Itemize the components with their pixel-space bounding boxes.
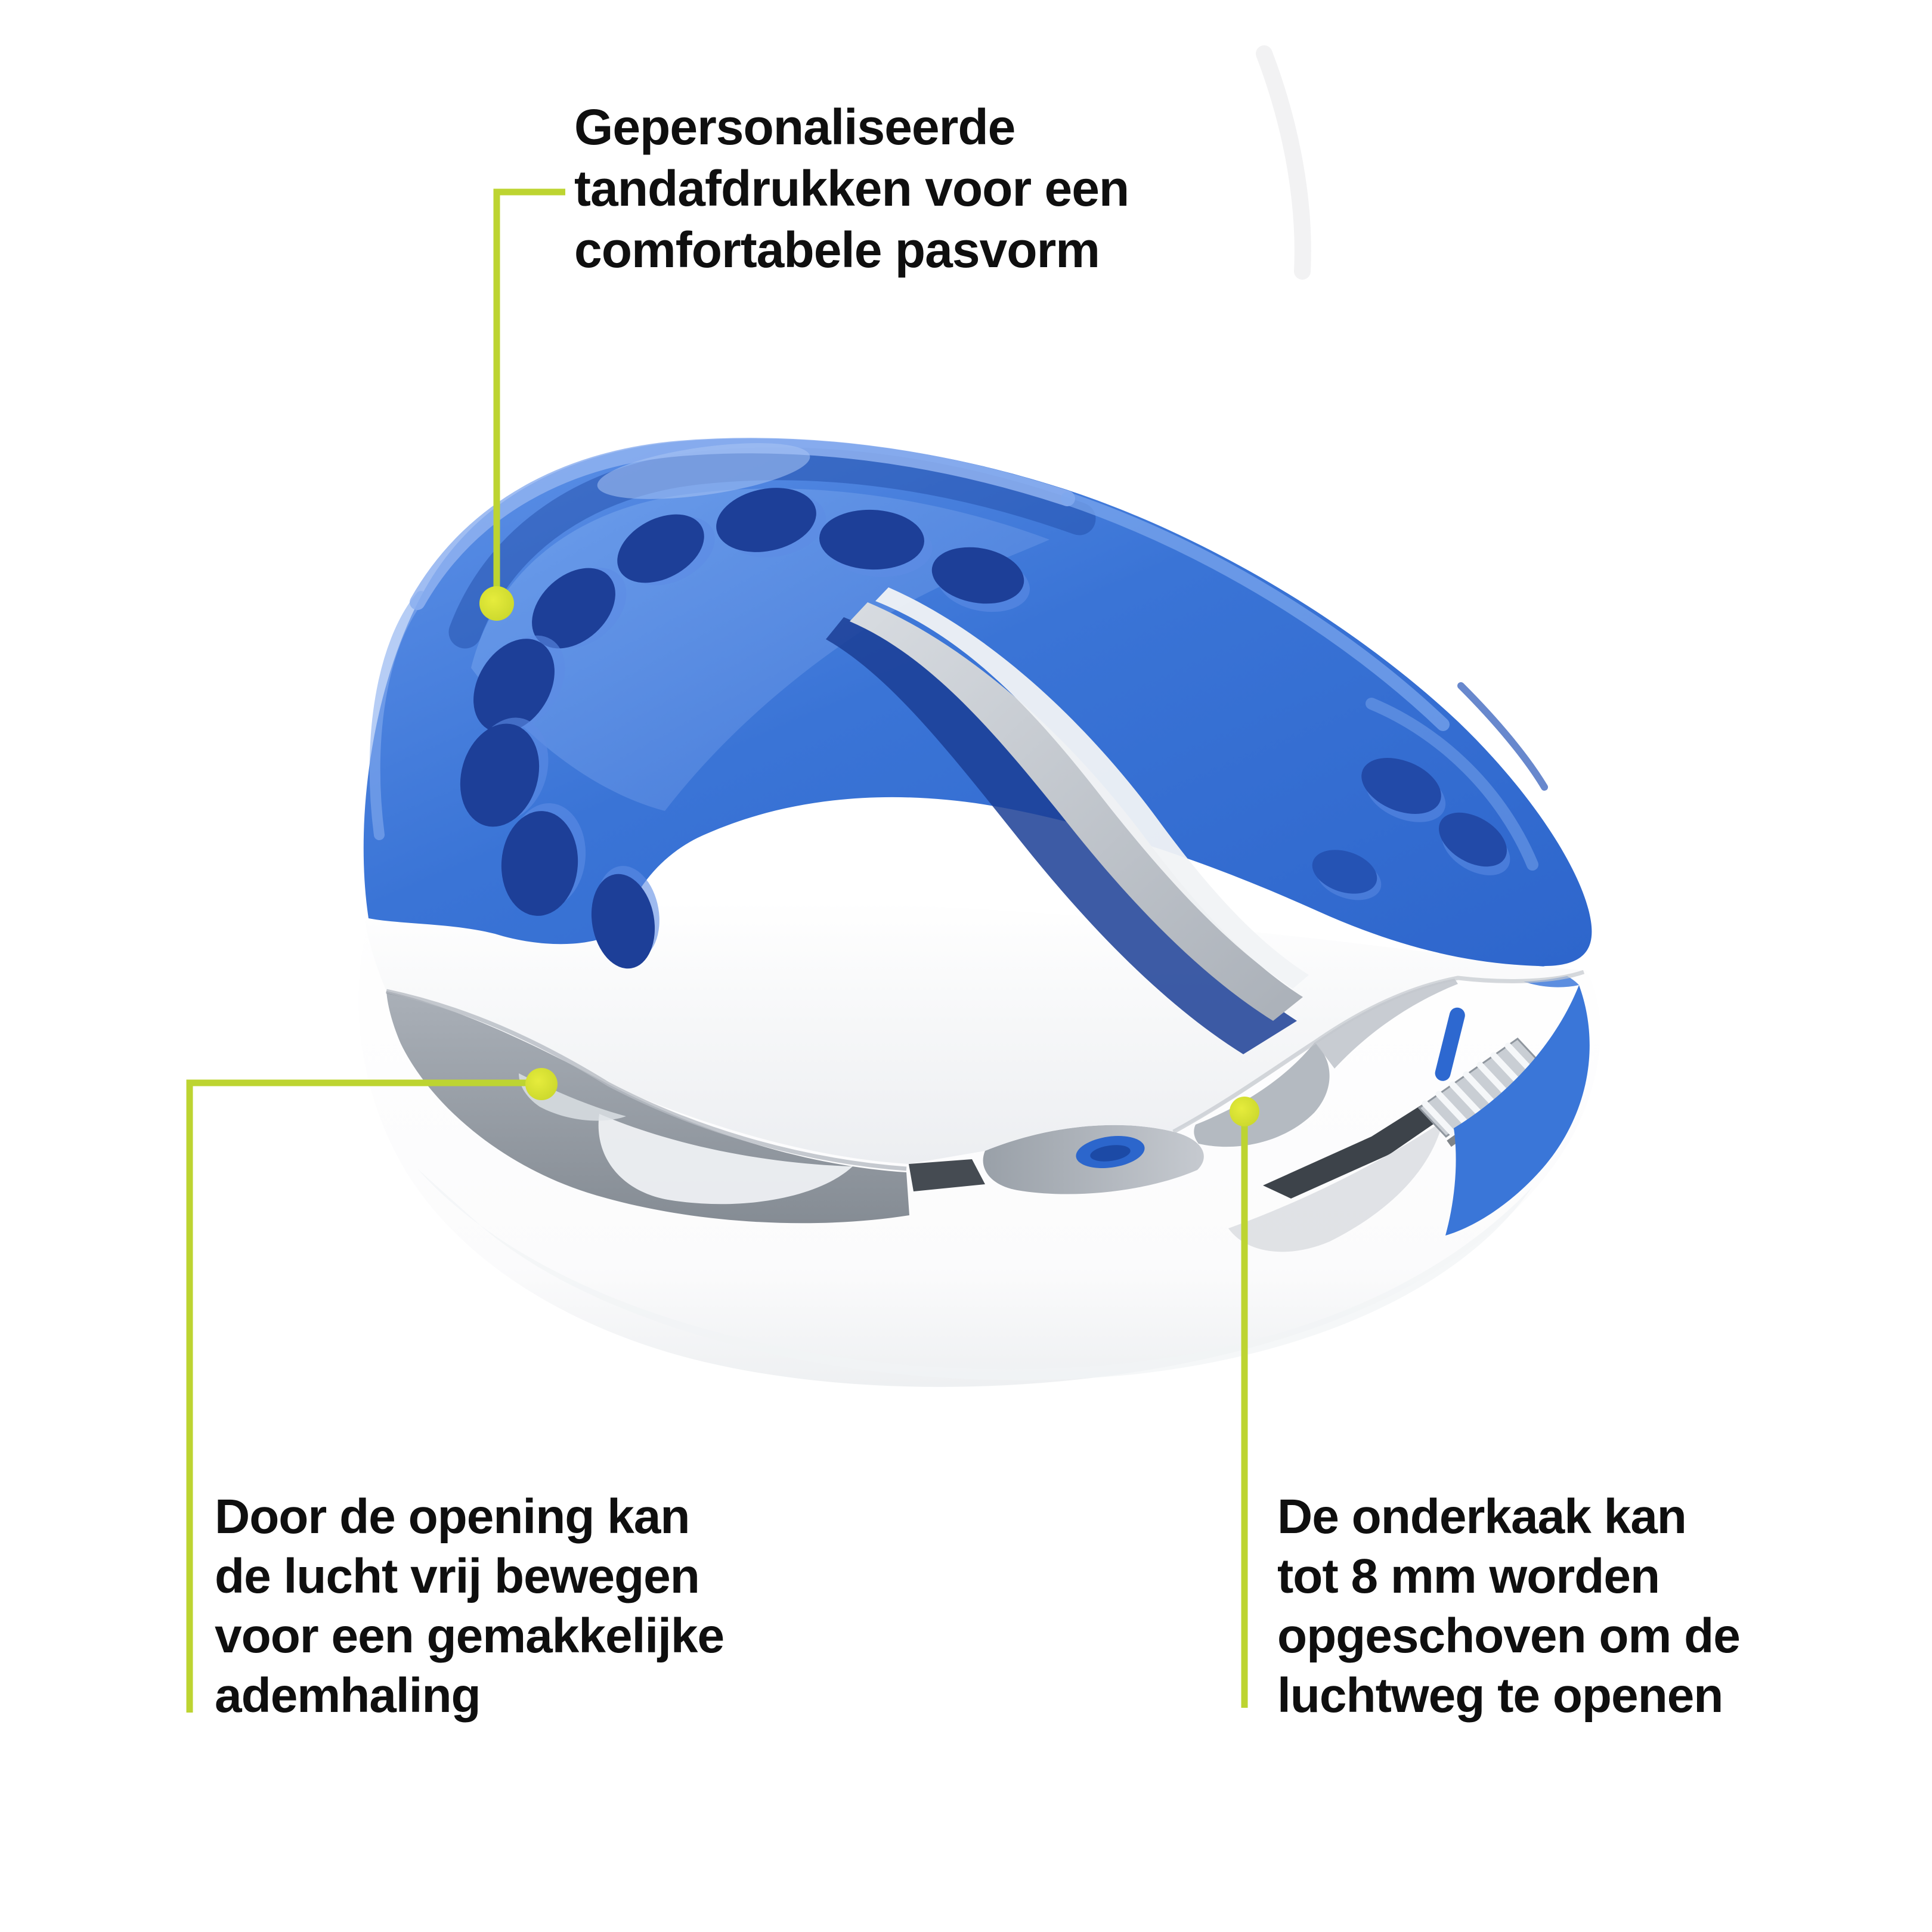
- annotation-line: tandafdrukken voor een: [574, 160, 1129, 216]
- background-watermark-arc: [1264, 54, 1303, 271]
- annotation-line: luchtweg te openen: [1277, 1668, 1723, 1723]
- annotation-line: de lucht vrij bewegen: [215, 1549, 699, 1603]
- annotation-air-opening: [215, 1487, 724, 1726]
- annotation-teeth-impressions: [574, 97, 1129, 281]
- callout-dot-jaw: [1230, 1097, 1259, 1126]
- annotation-line: Door de opening kan: [215, 1490, 690, 1544]
- callout-dot-opening: [525, 1068, 558, 1100]
- annotation-line: Gepersonaliseerde: [574, 99, 1015, 155]
- annotation-line: ademhaling: [215, 1668, 481, 1723]
- annotation-jaw-advancement: [1277, 1487, 1740, 1726]
- callout-dot-teeth: [479, 586, 514, 621]
- annotation-line: voor een gemakkelijke: [215, 1609, 724, 1663]
- annotation-line: De onderkaak kan: [1277, 1490, 1686, 1544]
- annotation-line: comfortabele pasvorm: [574, 222, 1100, 278]
- annotation-line: opgeschoven om de: [1277, 1609, 1740, 1663]
- annotation-line: tot 8 mm worden: [1277, 1549, 1660, 1603]
